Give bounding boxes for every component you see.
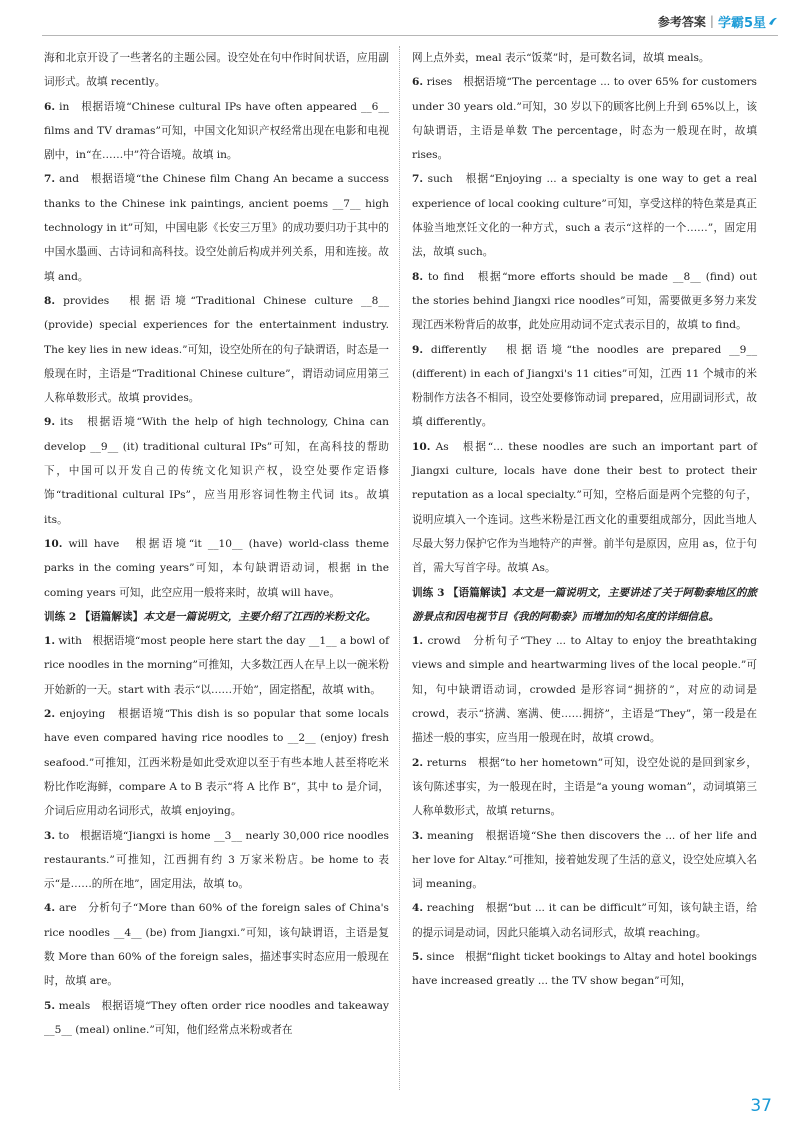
item-explanation: As 根据“... these noodles are such an important part of Jiangxi culture, locals have done their best to protect their reputation as a local specialty.”可知，空格后面是两个完整的句子，说明应填入一个连词。这些米粉是江西文化的重要组成部分，因此当地人尽最大努力保护它作为当地特产的声誉。前半句是原因，应用 as，位于句首，需大写首字母。故填 As。 [412, 440, 757, 575]
section-title: 训练 2 [44, 610, 77, 623]
answer-item [412, 167, 757, 264]
answer-item [412, 70, 757, 167]
answer-item [412, 435, 757, 581]
brand-name: 学霸5星 [717, 15, 766, 31]
item-number: 1. [412, 635, 424, 648]
answer-item [412, 945, 757, 994]
answer-item [412, 265, 757, 338]
item-number: 7. [44, 173, 56, 186]
item-number: 5. [44, 999, 56, 1012]
item-number: 2. [412, 756, 424, 769]
item-explanation: meals 根据语境“They often order rice noodles and takeaway __5__ (meal) online.”可知，他们经常点米粉或者在 [44, 999, 389, 1036]
item-number: 9. [44, 416, 56, 429]
item-number: 10. [412, 440, 431, 453]
item-explanation: such 根据“Enjoying ... a specialty is one way to get a real experience of local cooking culture”可知，享受这样的特色菜是真正体验当地烹饪文化的一种方式，such a 表示“这样的一个……”，固定用法，故填 such。 [412, 173, 757, 259]
item-explanation: to find 根据“more efforts should be made __8__ (find) out the stories behind Jiangxi rice noodles”可知，需要做更多努力来发现江西米粉背后的故事，此处应用动词不定式表示目的，故填 to find。 [412, 270, 757, 332]
item-explanation: returns 根据“to her hometown”可知，设空处说的是回到家乡，该句陈述事实，为一般现在时，主语是“a young woman”，动词填第三人称单数形式，故填 returns。 [412, 756, 757, 818]
item-explanation: 海和北京开设了一些著名的主题公园。设空处在句中作时间状语，应用副词形式。故填 recently。 [44, 52, 389, 89]
right-column [412, 46, 757, 994]
item-number: 6. [412, 76, 424, 89]
column-divider [399, 46, 400, 1090]
answer-item [412, 338, 757, 435]
answer-item [44, 994, 389, 1043]
answer-item [44, 824, 389, 897]
item-number: 6. [44, 100, 56, 113]
section-intro [412, 581, 757, 630]
answer-item [44, 410, 389, 531]
answer-item [412, 824, 757, 897]
section-tag: 【语篇解读】 [79, 610, 144, 623]
section-summary: 本文是一篇说明文，主要介绍了江西的米粉文化。 [143, 610, 377, 623]
item-number: 8. [44, 294, 56, 307]
item-explanation: with 根据语境“most people here start the day __1__ a bowl of rice noodles in the morning”可推知，大多数江西人在早上以一碗米粉开始新的一天。start with 表示“以……开始”，固定搭配，故填 with。 [44, 635, 389, 696]
item-explanation: and 根据语境“the Chinese film Chang An became a success thanks to the Chinese ink paintings, ancient poems __7__ high technology in it”可知，中国电影《长安三万里》的成功要归功于其中的中国水墨画、古诗词和高科技。设空处前后构成并列关系，用和连接。故填 and。 [44, 173, 389, 283]
answer-item [412, 629, 757, 750]
item-explanation: provides 根据语境“Traditional Chinese culture __8__ (provide) special experiences for the entertainment industry. The key lies in new ideas.”可知，设空处所在的句子缺谓语，时态是一般现在时，主语是“Traditional Chinese culture”，谓语动词应用第三人称单数形式。故填 provides。 [44, 294, 389, 405]
item-explanation: its 根据语境“With the help of high technology, China can develop __9__ (it) traditional cultural IPs”可知，在高科技的帮助下，中国可以开发自己的传统文化知识产权，设空处要作定语修饰“traditional cultural IPs”，应当用形容词性物主代词 its。故填 its。 [44, 416, 389, 526]
page-number: 37 [750, 1096, 772, 1116]
item-explanation: crowd 分析句子“They ... to Altay to enjoy the breathtaking views and simple and heartwarming lives of the local people.”可知，句中缺谓语动词，crowded 是形容词“拥挤的”，对应的动词是 crowd，表示“挤满、塞满、使……拥挤”，主语是“They”，第一段是在描述一般的事实，应当用一般现在时，故填 crowd。 [412, 635, 757, 745]
answer-item [44, 95, 389, 168]
item-number: 10. [44, 537, 63, 550]
item-number: 3. [412, 829, 424, 842]
header-rule [42, 35, 778, 36]
item-number: 4. [44, 902, 56, 915]
answer-item [44, 896, 389, 993]
item-number: 5. [412, 950, 424, 963]
item-explanation: since 根据“flight ticket bookings to Altay and hotel bookings have increased greatly ... the TV show began”可知， [412, 950, 757, 988]
item-explanation: are 分析句子“More than 60% of the foreign sales of China's rice noodles __4__ (be) from Jiangxi.”可知，该句缺谓语，主语是复数 More than 60% of the foreign sales，描述事实时态应用一般现在时，故填 are。 [44, 902, 389, 988]
item-explanation: differently 根据语境“the noodles are prepared __9__ (different) in each of Jiangxi's 11 cities”可知，江西 11 个城市的米粉制作方法各不相同，设空处要修饰动词 prepared，应用副词形式，故填 differently。 [412, 343, 757, 429]
star-swoosh-icon [768, 16, 778, 26]
answer-item [44, 46, 389, 95]
answer-item [412, 896, 757, 945]
item-number: 7. [412, 173, 424, 186]
answer-item [44, 702, 389, 823]
item-explanation: enjoying 根据语境“This dish is so popular that some locals have even compared having rice noodles to __2__ (enjoy) fresh seafood.”可推知，江西米粉是如此受欢迎以至于有些本地人甚至将吃米粉比作吃海鲜，compare A to B 表示“将 A 比作 B”，其中 to 是介词，介词后应用动名词形式，故填 enjoying。 [44, 708, 389, 818]
item-number: 1. [44, 635, 56, 648]
item-explanation: rises 根据语境“The percentage ... to over 65% for customers under 30 years old.”可知，30 岁以下的顾客比例上升到 65%以上，该句缺谓语，主语是单数 The percentage，时态为一般现在时，故填 rises。 [412, 76, 757, 162]
item-explanation: reaching 根据“but ... it can be difficult”可知，该句缺主语，给的提示词是动词，因此只能填入动名词形式，故填 reaching。 [412, 902, 757, 939]
item-number: 8. [412, 270, 424, 283]
item-explanation: to 根据语境“Jiangxi is home __3__ nearly 30,000 rice noodles restaurants.”可推知，江西拥有约 3 万家米粉店。be home to 表示“是……的所在地”，固定用法，故填 to。 [44, 829, 389, 891]
section-title: 训练 3 [412, 586, 445, 599]
section-intro [44, 605, 389, 629]
item-explanation: meaning 根据语境“She then discovers the ... of her life and her love for Altay.”可推知，接着她发现了生活的意义，设空处应填入名词 meaning。 [412, 829, 757, 891]
page-header [658, 8, 778, 34]
answer-item [44, 289, 389, 410]
answer-item [44, 532, 389, 605]
item-explanation: will have 根据语境“it __10__ (have) world-class theme parks in the coming years”可知，本句缺谓语动词，根据 in the coming years 可知，此空应用一般将来时，故填 will have。 [44, 537, 389, 599]
item-number: 3. [44, 829, 56, 842]
item-explanation: in 根据语境“Chinese cultural IPs have often appeared __6__ films and TV dramas”可知，中国文化知识产权经常出现在电影和电视剧中，in“在……中”符合语境。故填 in。 [44, 100, 389, 162]
header-separator: | [709, 14, 714, 28]
answer-item [412, 46, 757, 70]
section-tag: 【语篇解读】 [447, 586, 512, 599]
answer-item [44, 629, 389, 702]
item-number: 4. [412, 902, 424, 915]
section-summary: 本文是一篇说明文，主要讲述了关于阿勒泰地区的旅游景点和因电视节目《我的阿勒泰》而增加的知名度的详细信息。 [412, 586, 757, 623]
item-explanation: 网上点外卖，meal 表示“饭菜”时，是可数名词，故填 meals。 [412, 52, 710, 64]
header-label: 参考答案 [657, 14, 706, 29]
left-column [44, 46, 389, 1042]
answer-item [412, 751, 757, 824]
item-number: 9. [412, 343, 424, 356]
answer-item [44, 167, 389, 288]
item-number: 2. [44, 708, 56, 721]
